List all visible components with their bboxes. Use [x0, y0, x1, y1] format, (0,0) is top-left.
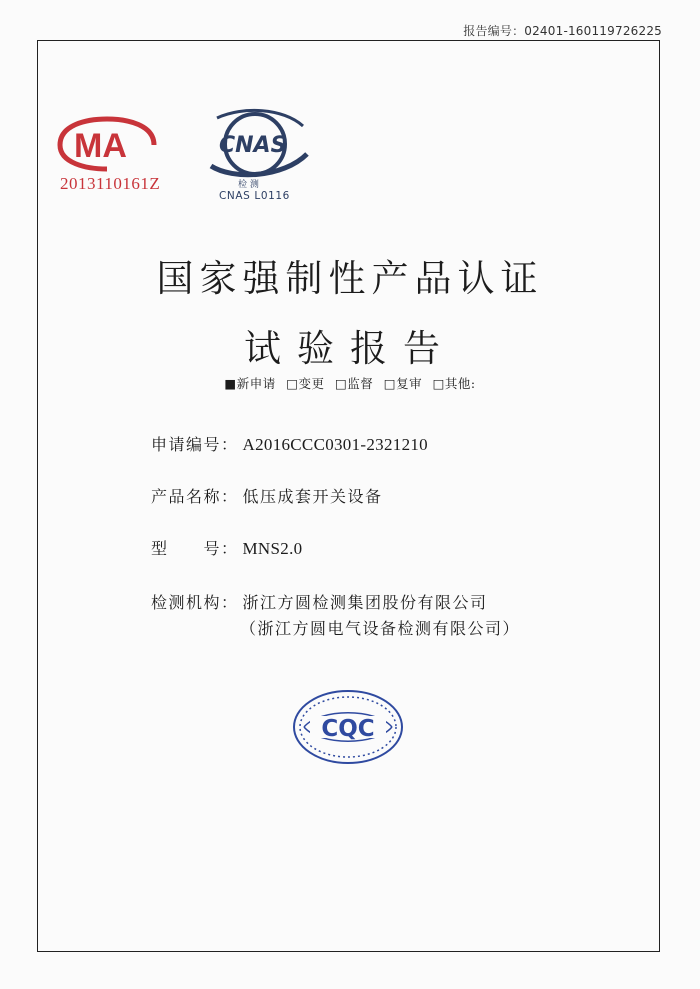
model-value: MNS2.0 — [242, 539, 303, 558]
cma-logo-text: MA — [74, 127, 127, 165]
report-number: 报告编号：02401-160119726225 — [463, 24, 662, 38]
document-subtitle: 试验报告 — [244, 327, 456, 370]
cma-logo — [56, 115, 186, 173]
report-type-options — [0, 374, 700, 392]
field-product-name — [151, 484, 383, 507]
cnas-code: CNAS L0116 — [219, 190, 290, 202]
testing-org-value: 浙江方圆检测集团股份有限公司 — [242, 593, 488, 612]
product-name-value: 低压成套开关设备 — [242, 487, 383, 506]
cqc-logo-text: CQC — [321, 716, 375, 742]
report-type-supervision: □监督 — [334, 376, 374, 391]
product-name-label: 产品名称： — [151, 487, 239, 506]
report-type-review: □复审 — [383, 376, 423, 391]
field-model — [151, 536, 302, 559]
report-type-other: □其他: — [432, 376, 476, 391]
cma-number: 2013110161Z — [60, 174, 161, 193]
field-testing-org — [151, 590, 488, 613]
cnas-subtitle: 检 测 — [238, 180, 259, 190]
document-title: 国家强制性产品认证 — [156, 257, 544, 300]
testing-org-label: 检测机构： — [151, 593, 239, 612]
report-type-new: ■新申请 — [224, 376, 276, 391]
model-label: 型 号： — [151, 539, 239, 558]
field-application-no — [151, 432, 428, 455]
report-type-change: □变更 — [286, 376, 325, 391]
cqc-logo — [290, 688, 406, 766]
application-no-value: A2016CCC0301-2321210 — [242, 435, 428, 454]
cnas-logo-text: CNAS — [219, 133, 287, 158]
application-no-label: 申请编号： — [151, 435, 239, 454]
testing-org-value-line2: （浙江方圆电气设备检测有限公司） — [240, 619, 521, 638]
